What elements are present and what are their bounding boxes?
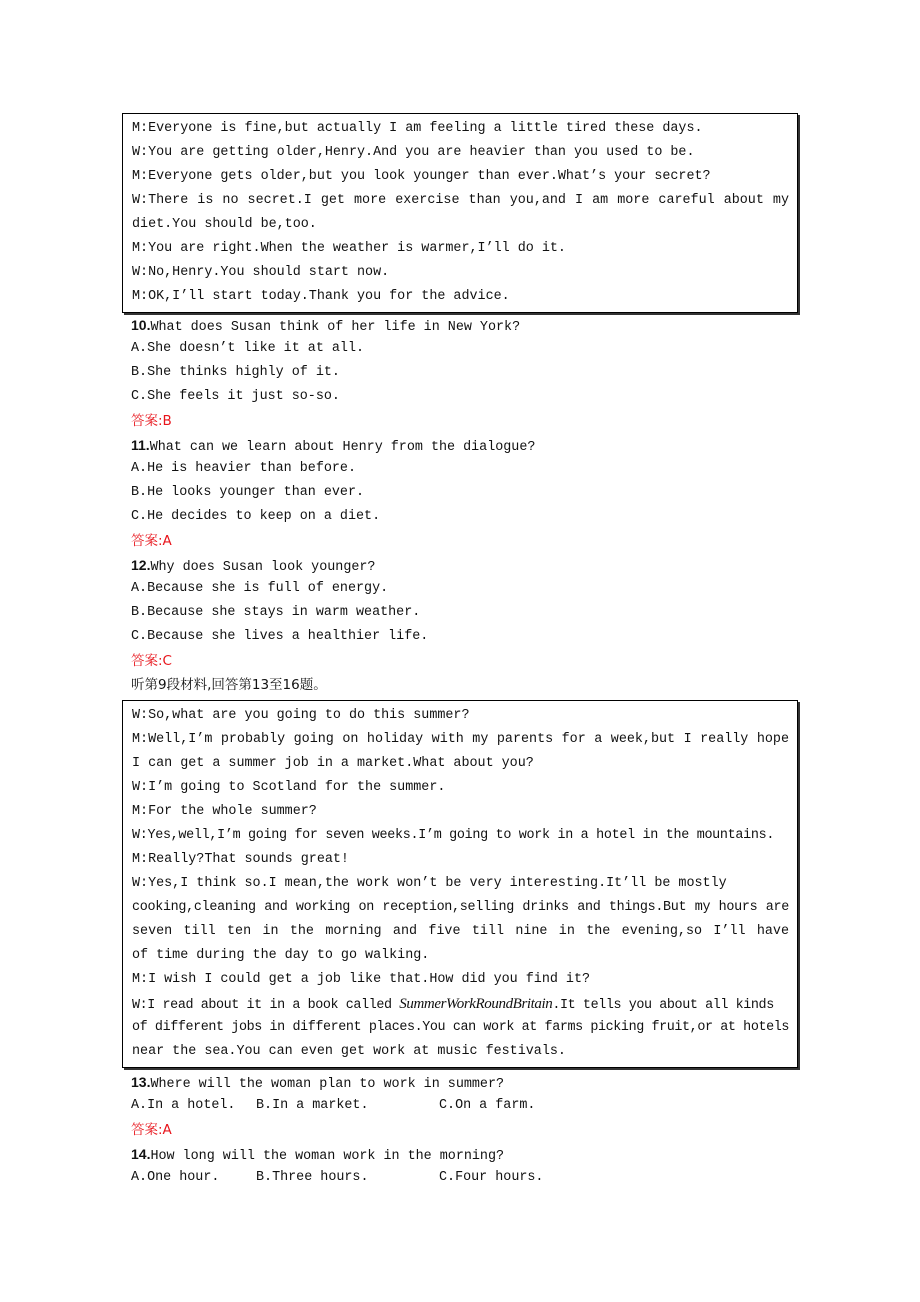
question-11 [122,433,802,553]
dialogue-line: W:There is no secret.I get more exercise than you,and I am more careful about my [132,193,789,208]
dialogue-line: M:Everyone gets older,but you look younger than ever.What’s your secret? [132,169,711,184]
book-title: SummerWorkRoundBritain [399,996,553,1012]
question-text: Where will the woman plan to work in summer? [150,1077,505,1092]
dialogue-line: near the sea.You can even get work at music festivals. [132,1044,566,1059]
section-instruction: 听第9段材料,回答第13至16题。 [131,677,327,693]
dialogue-box-9 [122,700,798,1068]
option: C.Four hours. [439,1170,544,1185]
option: B.She thinks highly of it. [131,365,340,380]
question-text: What does Susan think of her life in New York? [150,320,521,335]
question-number: 13. [131,1074,151,1090]
option: A.One hour. [131,1170,220,1185]
question-12 [122,553,802,697]
question-number: 10. [131,317,151,333]
dialogue-line: M:OK,I’ll start today.Thank you for the advice. [132,289,510,304]
option: C.She feels it just so-so. [131,389,340,404]
dialogue-line: W:You are getting older,Henry.And you are heavier than you used to be. [132,145,695,160]
line-text: .It tells you about all kinds [552,998,774,1013]
question-text: Why does Susan look younger? [150,560,376,575]
option: C.Because she lives a healthier life. [131,629,429,644]
dialogue-line [132,992,789,1016]
answer: 答案:A [131,1122,172,1138]
option: C.He decides to keep on a diet. [131,509,381,524]
question-number: 12. [131,557,151,573]
dialogue-line: W:So,what are you going to do this summer? [132,708,470,723]
question-13 [122,1070,802,1142]
question-text: What can we learn about Henry from the dialogue? [149,440,536,455]
answer: 答案:A [131,533,172,549]
dialogue-line: of time during the day to go walking. [132,948,430,963]
dialogue-line: W:No,Henry.You should start now. [132,265,390,280]
dialogue-box-8 [122,113,798,313]
option: A.In a hotel. [131,1098,236,1113]
option: A.She doesn’t like it at all. [131,341,365,356]
dialogue-line: M:Everyone is fine,but actually I am feeling a little tired these days. [132,121,703,136]
option: C.On a farm. [439,1098,536,1113]
option: A.Because she is full of energy. [131,581,389,596]
dialogue-line: W:I’m going to Scotland for the summer. [132,780,446,795]
dialogue-line: M:Well,I’m probably going on holiday with my parents for a week,but I really hope [132,732,789,747]
line-text: W:I read about it in a book called [132,998,400,1013]
dialogue-line: M:You are right.When the weather is warmer,I’ll do it. [132,241,566,256]
question-number: 11. [131,437,150,453]
dialogue-line: cooking,cleaning and working on reception,selling drinks and things.But my hours are [132,900,789,915]
option: B.In a market. [256,1098,369,1113]
question-10 [122,313,802,433]
option: B.He looks younger than ever. [131,485,365,500]
option: B.Because she stays in warm weather. [131,605,421,620]
dialogue-line: M:For the whole summer? [132,804,317,819]
dialogue-line: I can get a summer job in a market.What about you? [132,756,534,771]
option: A.He is heavier than before. [131,461,356,476]
dialogue-line: W:Yes,well,I’m going for seven weeks.I’m going to work in a hotel in the mountains. [132,828,775,843]
dialogue-line: W:Yes,I think so.I mean,the work won’t be very interesting.It’ll be mostly [132,876,727,891]
answer: 答案:C [131,653,172,669]
question-number: 14. [131,1146,151,1162]
dialogue-line: diet.You should be,too. [132,217,317,232]
option: B.Three hours. [256,1170,369,1185]
question-14 [122,1142,802,1190]
answer: 答案:B [131,413,172,429]
document-page [122,113,802,1190]
dialogue-line: seven till ten in the morning and five till nine in the evening,so I’ll have [132,924,789,939]
dialogue-line: M:Really?That sounds great! [132,852,349,867]
dialogue-line: M:I wish I could get a job like that.How did you find it? [132,972,591,987]
question-text: How long will the woman work in the morning? [150,1149,505,1164]
dialogue-line: of different jobs in different places.You can work at farms picking fruit,or at hotels [132,1020,789,1035]
